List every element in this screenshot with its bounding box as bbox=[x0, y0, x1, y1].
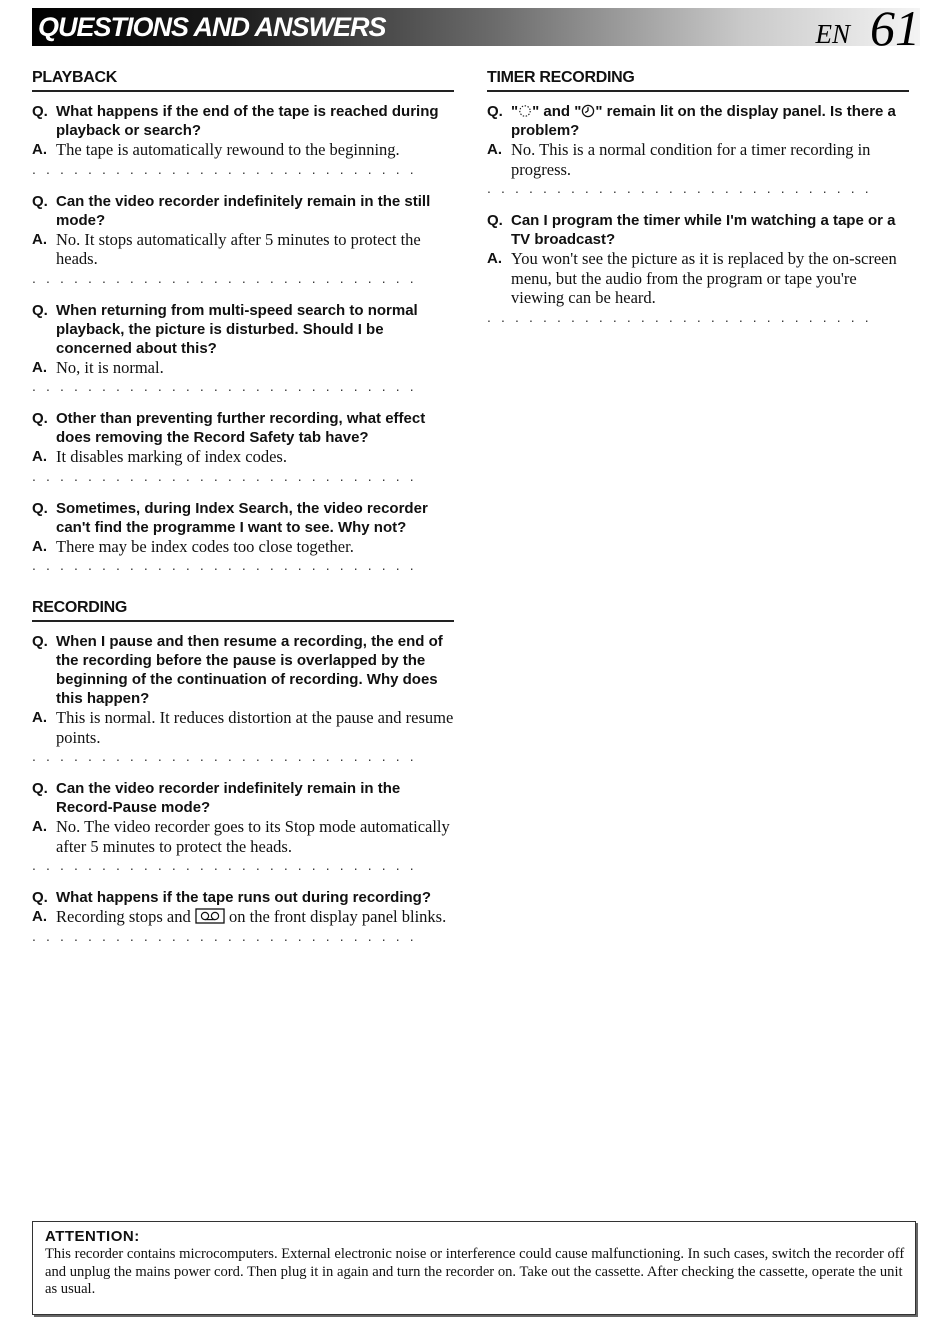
dotted-divider: ............................ bbox=[32, 928, 424, 944]
a-label: A. bbox=[32, 908, 47, 925]
question-text: Can I program the timer while I'm watching a tape or a TV broadcast? bbox=[511, 212, 896, 248]
cassette-icon bbox=[195, 908, 225, 924]
language-label: EN bbox=[815, 19, 850, 49]
dotted-divider: ............................ bbox=[32, 161, 424, 177]
question-text: When I pause and then resume a recording, the end of the recording before the pause is overlapped by the beginning of the continuation of recording. Why does this happen? bbox=[56, 633, 443, 707]
attention-text: This recorder contains microcomputers. External electronic noise or interference could cause malfunctioning. In such cases, switch the recorder off and unplug the mains power cord. Then plug it in again and turn the recorder on. Take out the cassette. After checking the cassette, operate the unit as usual. bbox=[45, 1246, 905, 1297]
qa-item bbox=[32, 102, 454, 182]
right-column bbox=[487, 68, 909, 340]
question-text: What happens if the tape runs out during recording? bbox=[56, 889, 431, 906]
dotted-divider: ............................ bbox=[32, 379, 424, 394]
answer-text bbox=[56, 907, 454, 927]
q-label: Q. bbox=[32, 192, 48, 210]
a-label: A. bbox=[32, 818, 47, 835]
question-text: Other than preventing further recording, what effect does removing the Record Safety tab have? bbox=[56, 410, 426, 446]
clock-icon bbox=[581, 104, 595, 118]
q-label: Q. bbox=[32, 301, 48, 319]
a-label: A. bbox=[32, 358, 47, 376]
answer-text-part: Recording stops and bbox=[56, 907, 191, 926]
dotted-circle-icon bbox=[518, 104, 532, 118]
page-header bbox=[32, 0, 920, 56]
answer-text: You won't see the picture as it is replaced by the on-screen menu, but the audio from the program or tape you're viewing can be heard. bbox=[511, 249, 897, 307]
q-label: Q. bbox=[32, 889, 48, 906]
answer-text: No, it is normal. bbox=[56, 357, 164, 377]
answer-text: No. This is a normal condition for a timer recording in progress. bbox=[511, 140, 871, 179]
attention-title: ATTENTION: bbox=[45, 1228, 140, 1245]
dotted-divider: ............................ bbox=[487, 309, 879, 325]
answer-text: This is normal. It reduces distortion at the pause and resume points. bbox=[56, 708, 454, 747]
section-title-playback: PLAYBACK bbox=[32, 68, 454, 92]
a-label: A. bbox=[32, 448, 47, 465]
dotted-divider: ............................ bbox=[32, 558, 424, 573]
question-text bbox=[511, 102, 909, 140]
attention-box bbox=[32, 1221, 916, 1315]
question-text: Sometimes, during Index Search, the video recorder can't find the programme I want to see. Why not? bbox=[56, 499, 428, 536]
dotted-divider: ............................ bbox=[32, 270, 424, 286]
qa-item bbox=[32, 779, 454, 878]
answer-text: No. The video recorder goes to its Stop mode automatically after 5 minutes to protect the heads. bbox=[56, 817, 450, 856]
q-label: Q. bbox=[487, 103, 503, 120]
question-text: Can the video recorder indefinitely remain in the Record-Pause mode? bbox=[56, 780, 401, 816]
q-label: Q. bbox=[32, 103, 48, 120]
page-title: QUESTIONS AND ANSWERS bbox=[38, 12, 386, 42]
q-label: Q. bbox=[32, 633, 48, 650]
qa-item bbox=[32, 301, 454, 400]
answer-text: There may be index codes too close together. bbox=[56, 536, 354, 556]
question-text: Can the video recorder indefinitely remain in the still mode? bbox=[56, 192, 431, 229]
q-label: Q. bbox=[32, 499, 48, 517]
qa-item bbox=[487, 211, 909, 330]
answer-text: It disables marking of index codes. bbox=[56, 447, 287, 466]
qa-item bbox=[32, 632, 454, 769]
q-label: Q. bbox=[487, 212, 503, 229]
qa-item bbox=[32, 192, 454, 291]
qa-item bbox=[487, 102, 909, 201]
section-title-recording: RECORDING bbox=[32, 598, 454, 622]
a-label: A. bbox=[32, 537, 47, 555]
a-label: A. bbox=[487, 141, 502, 158]
qa-item bbox=[32, 888, 454, 949]
qa-item bbox=[32, 409, 454, 489]
qa-item bbox=[32, 499, 454, 579]
dotted-divider: ............................ bbox=[32, 749, 424, 764]
question-text: What happens if the end of the tape is reached during playback or search? bbox=[56, 103, 439, 139]
page-number: 61 bbox=[870, 0, 920, 56]
question-text-part: " bbox=[511, 103, 519, 120]
q-label: Q. bbox=[32, 780, 48, 797]
question-text-part: " remain lit on the display panel. Is there a problem? bbox=[511, 103, 896, 139]
a-label: A. bbox=[32, 230, 47, 248]
answer-text: No. It stops automatically after 5 minutes to protect the heads. bbox=[56, 229, 421, 268]
dotted-divider: ............................ bbox=[487, 181, 879, 196]
question-text-part: " and " bbox=[532, 103, 582, 120]
q-label: Q. bbox=[32, 410, 48, 427]
a-label: A. bbox=[32, 709, 47, 726]
dotted-divider: ............................ bbox=[32, 468, 424, 484]
a-label: A. bbox=[487, 250, 502, 267]
a-label: A. bbox=[32, 141, 47, 158]
dotted-divider: ............................ bbox=[32, 858, 424, 873]
answer-text-part: on the front display panel blinks. bbox=[228, 907, 447, 926]
left-column bbox=[32, 68, 454, 959]
question-text: When returning from multi-speed search to normal playback, the picture is disturbed. Should I be concerned about this? bbox=[56, 301, 418, 357]
answer-text: The tape is automatically rewound to the beginning. bbox=[56, 140, 400, 159]
section-title-timer-recording: TIMER RECORDING bbox=[487, 68, 909, 92]
